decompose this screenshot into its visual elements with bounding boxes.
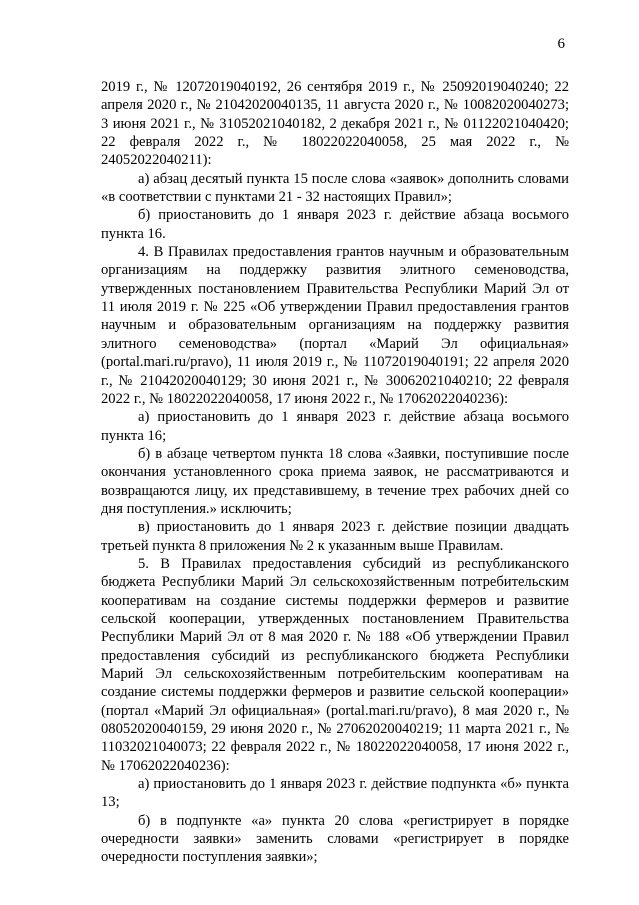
paragraph-subitem-b-item16: б) приостановить до 1 января 2023 г. действие абзаца восьмого пункта 16. — [101, 207, 569, 242]
paragraph-item-5-subitem-b: б) в подпункте «а» пункта 20 слова «регистрирует в порядке очередности заявки» заменить словами «регистрирует в порядке очередности поступления заявки»; — [101, 812, 569, 866]
paragraph-item-4-subitem-v: в) приостановить до 1 января 2023 г. действие позиции двадцать третьей пункта 8 приложения № 2 к указанным выше Правилам. — [101, 519, 569, 554]
paragraph-item-4-subitem-a: а) приостановить до 1 января 2023 г. действие абзаца восьмого пункта 16; — [101, 409, 569, 444]
paragraph-item-5-subsidies-rules: 5. В Правилах предоставления субсидий из республиканского бюджета Республики Марий Эл сельскохозяйственным потребительским кооперативам на создание системы поддержки фермеров и развитие сельской кооперации, утвержденных постановлением Правительства Республики Марий Эл от 8 мая 2020 г. № 188 «Об утверждении Правил предоставления субсидий из республиканского бюджета Республики Марий Эл сельскохозяйственным потребительским кооперативам на создание системы поддержки фермеров и развитие сельской кооперации» (портал «Марий Эл официальная» (portal.mari.ru/pravo), 8 мая 2020 г., № 08052020040159, 29 июня 2020 г., № 27062020040219; 11 марта 2021 г., № 11032021040073; 22 февраля 2022 г., № 18022022040058, 17 июня 2022 г., № 17062022040236): — [101, 555, 569, 774]
paragraph-item-4-subitem-b: б) в абзаце четвертом пункта 18 слова «Заявки, поступившие после окончания установленного срока приема заявок, не рассматриваются и возвращаются лицу, их представившему, в течение трех рабочих дней со дня поступления.» исключить; — [101, 445, 569, 517]
page-number: 6 — [557, 36, 565, 52]
paragraph-subitem-a-item15: а) абзац десятый пункта 15 после слова «заявок» дополнить словами «в соответствии с пунктами 21 - 32 настоящих Правил»; — [101, 170, 569, 206]
document-body — [101, 78, 569, 867]
paragraph-item-5-subitem-a: а) приостановить до 1 января 2023 г. действие подпункта «б» пункта 13; — [101, 776, 569, 811]
paragraph-citation-continuation: 2019 г., № 12072019040192, 26 сентября 2019 г., № 25092019040240; 22 апреля 2020 г., № 21042020040135, 11 августа 2020 г., № 10082020040273; 3 июня 2021 г., № 31052021040182, 2 декабря 2021 г., № 01122021040420; 22 февраля 2022 г., № 18022022040058, 25 мая 2022 г., № 24052022040211): — [101, 79, 569, 169]
paragraph-item-4-grants-rules: 4. В Правилах предоставления грантов научным и образовательным организациям на поддержку развития элитного семеноводства, утвержденных постановлением Правительства Республики Марий Эл от 11 июля 2019 г. № 225 «Об утверждении Правил предоставления грантов научным и образовательным организациям на поддержку развития элитного семеноводства» (портал «Марий Эл официальная» (portal.mari.ru/pravo), 11 июля 2019 г., № 11072019040191; 22 апреля 2020 г., № 21042020040129; 30 июня 2021 г., № 30062021040210; 22 февраля 2022 г., № 18022022040058, 17 июня 2022 г., № 17062022040236): — [101, 244, 569, 407]
